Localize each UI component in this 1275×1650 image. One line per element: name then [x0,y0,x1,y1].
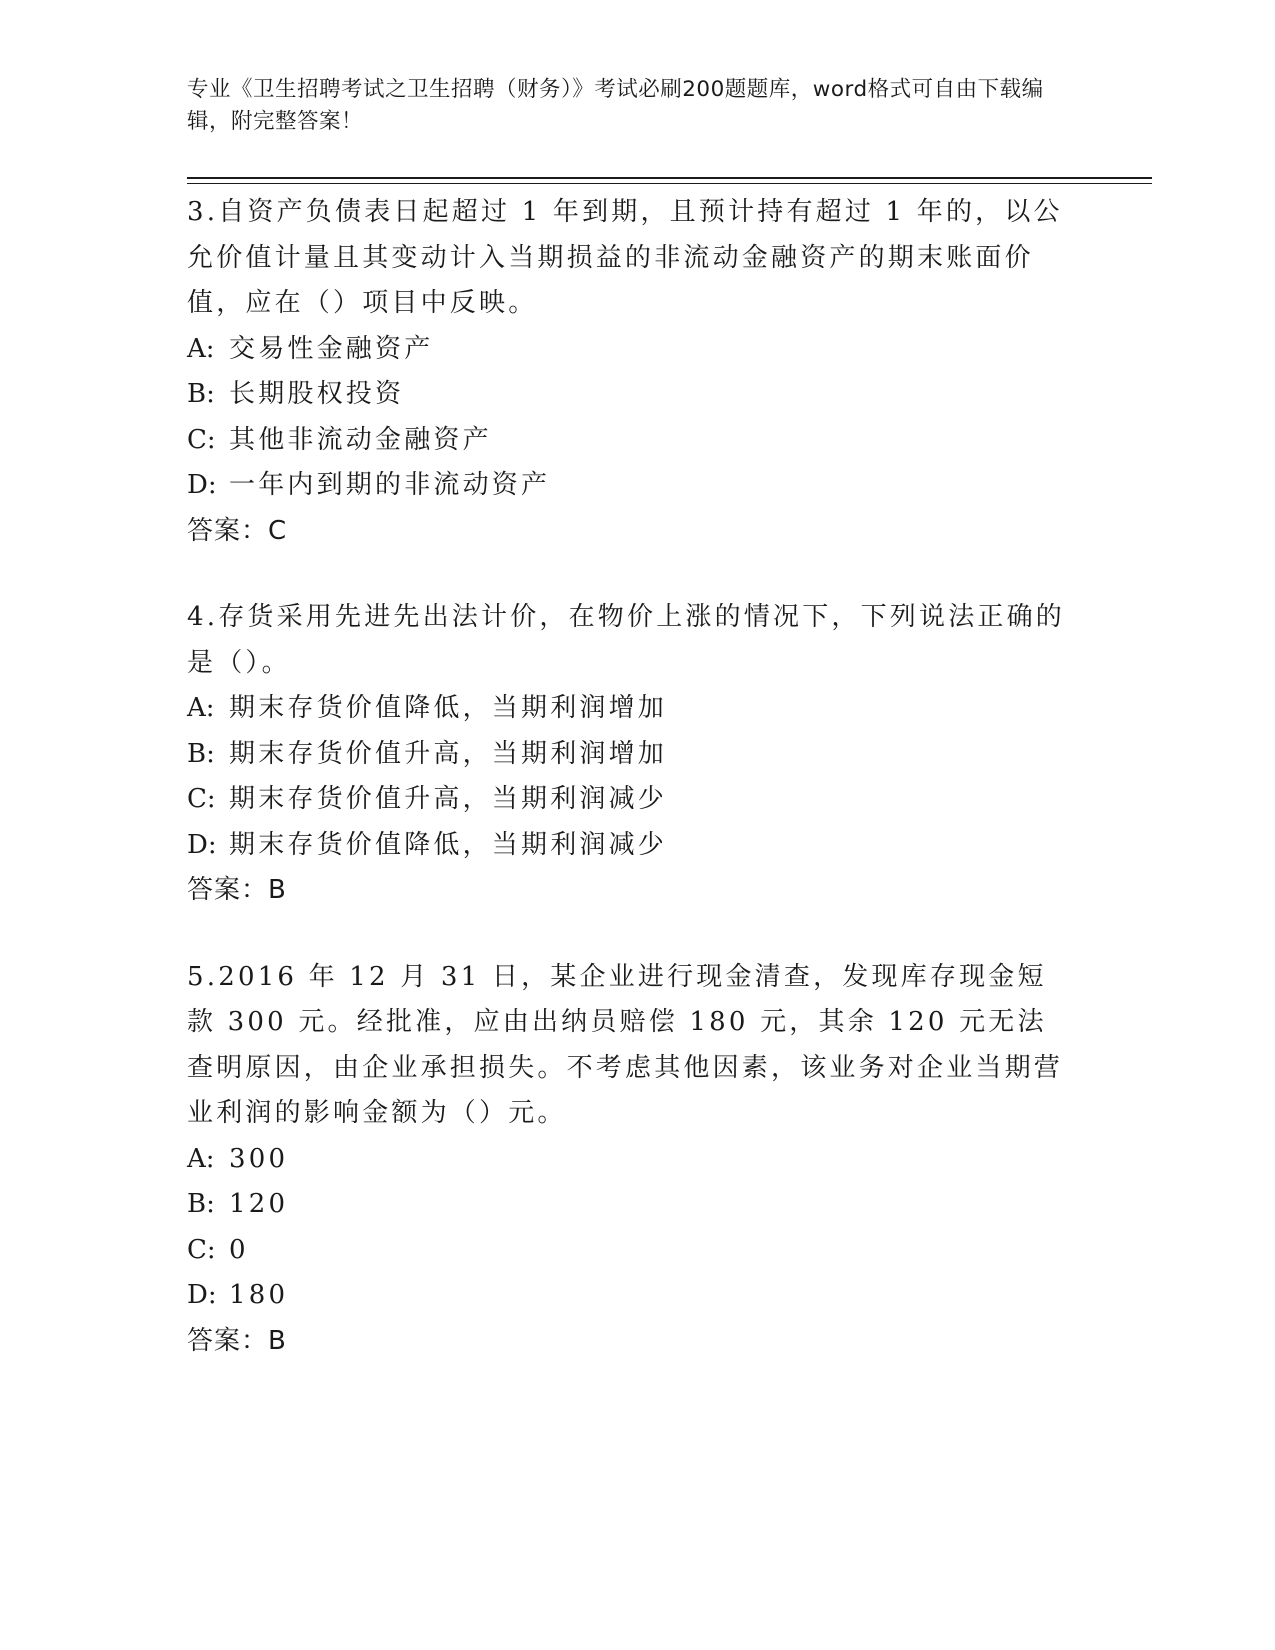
option-text: 一年内到期的非流动资产 [229,470,551,500]
option-key: B: [187,1189,215,1219]
option-key: C: [187,424,216,455]
question-stem: 4.存货采用先进先出法计价，在物价上涨的情况下，下列说法正确的是（）。 [187,602,1066,678]
option-b [187,1182,1067,1228]
option-key: D: [187,1280,217,1310]
option-key: A: [187,333,215,364]
option-b [187,372,1067,418]
option-text: 180 [229,1280,289,1310]
option-a [187,686,1067,732]
option-text: 交易性金融资产 [229,333,434,364]
option-a [187,327,1067,373]
option-text: 120 [229,1189,289,1219]
option-text: 期末存货价值降低，当期利润增加 [229,693,668,723]
question-list [187,190,1067,1405]
option-d [187,463,1067,509]
header-rule-thin [187,183,1152,184]
answer-line: 答案：B [187,1325,287,1356]
option-b [187,732,1067,778]
option-text: 300 [229,1143,289,1174]
option-key: D: [187,829,217,860]
option-key: C: [187,1234,216,1265]
option-key: D: [187,470,217,500]
answer-line: 答案：C [187,515,288,546]
option-key: A: [187,1143,215,1174]
question-stem: 3.自资产负债表日起超过 1 年到期，且预计持有超过 1 年的，以公允价值计量且其变动计入当期损益的非流动金融资产的期末账面价值，应在（）项目中反映。 [187,197,1063,318]
question-3 [187,190,1067,554]
option-c [187,1228,1067,1274]
option-text: 0 [229,1234,249,1265]
header-rule-thick [187,177,1152,179]
option-key: A: [187,693,215,723]
question-5 [187,955,1067,1365]
option-key: C: [187,784,216,814]
answer-line: 答案：B [187,875,287,905]
option-text: 长期股权投资 [229,379,405,409]
question-stem: 5.2016 年 12 月 31 日，某企业进行现金清查，发现库存现金短款 300 元。经批准，应由出纳员赔偿 180 元，其余 120 元无法查明原因，由企业承担损失。不考虑其他因素，该业务对企业当期营业利润的影响金额为（）元。 [187,961,1064,1128]
option-d [187,1273,1067,1319]
option-text: 期末存货价值降低，当期利润减少 [229,829,668,860]
option-c [187,777,1067,823]
option-a [187,1137,1067,1183]
document-header: 专业《卫生招聘考试之卫生招聘（财务）》考试必刷200题题库，word格式可自由下载编辑，附完整答案！ [187,77,1044,134]
option-key: B: [187,738,215,769]
option-text: 其他非流动金融资产 [229,424,492,455]
option-key: B: [187,379,215,409]
option-c [187,418,1067,464]
option-text: 期末存货价值升高，当期利润增加 [229,738,668,769]
option-text: 期末存货价值升高，当期利润减少 [229,784,668,814]
option-d [187,823,1067,869]
question-4 [187,595,1067,914]
